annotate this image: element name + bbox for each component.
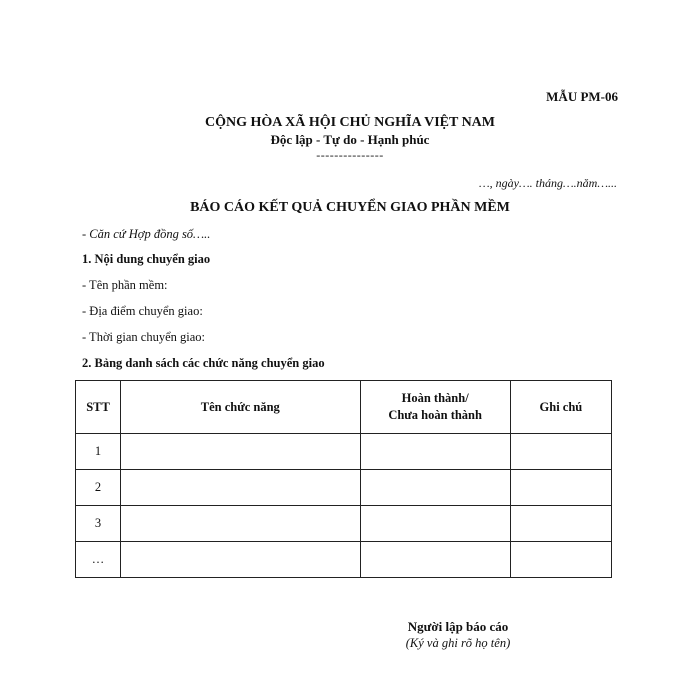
signature-instruction: (Ký và ghi rõ họ tên)	[405, 636, 511, 650]
cell-note	[510, 470, 611, 506]
cell-stt: 2	[76, 470, 121, 506]
cell-stt: 1	[76, 434, 121, 470]
document-title: BÁO CÁO KẾT QUẢ CHUYỂN GIAO PHẦN MỀM	[190, 200, 510, 215]
cell-note	[510, 542, 611, 578]
cell-function-name	[121, 470, 360, 506]
cell-status	[360, 470, 510, 506]
national-title: CỘNG HÒA XÃ HỘI CHỦ NGHĨA VIỆT NAM	[204, 115, 495, 130]
cell-note	[510, 434, 611, 470]
cell-function-name	[121, 434, 360, 470]
national-motto: Độc lập - Tự do - Hạnh phúc	[270, 132, 430, 147]
header-status	[360, 381, 510, 434]
section-1-heading: 1. Nội dung chuyển giao	[82, 252, 211, 266]
header-separator: ---------------	[316, 148, 384, 162]
transfer-location-label: - Địa điểm chuyển giao:	[82, 304, 203, 318]
table-row	[76, 506, 612, 542]
signer-role: Người lập báo cáo	[407, 619, 509, 634]
table-row	[76, 470, 612, 506]
header-note: Ghi chú	[510, 381, 611, 434]
cell-status	[360, 434, 510, 470]
transfer-time-label: - Thời gian chuyển giao:	[82, 330, 206, 344]
table-header-row	[76, 381, 612, 434]
cell-status	[360, 506, 510, 542]
software-name-label: - Tên phần mềm:	[82, 278, 168, 292]
function-list-table	[75, 380, 612, 578]
cell-status	[360, 542, 510, 578]
cell-function-name	[121, 506, 360, 542]
contract-basis: - Căn cứ Hợp đồng số…..	[82, 227, 211, 241]
table-row	[76, 434, 612, 470]
cell-function-name	[121, 542, 360, 578]
cell-stt: 3	[76, 506, 121, 542]
header-status-line1: Hoàn thành/	[401, 391, 469, 405]
header-stt: STT	[76, 381, 121, 434]
form-code: MẪU PM-06	[546, 89, 618, 104]
header-function-name: Tên chức năng	[121, 381, 360, 434]
header-status-line2: Chưa hoàn thành	[388, 408, 482, 422]
table-row	[76, 542, 612, 578]
cell-stt: …	[76, 542, 121, 578]
date-line: …, ngày…. tháng….năm…...	[478, 176, 617, 190]
cell-note	[510, 506, 611, 542]
section-2-heading: 2. Bảng danh sách các chức năng chuyển giao	[82, 356, 325, 370]
